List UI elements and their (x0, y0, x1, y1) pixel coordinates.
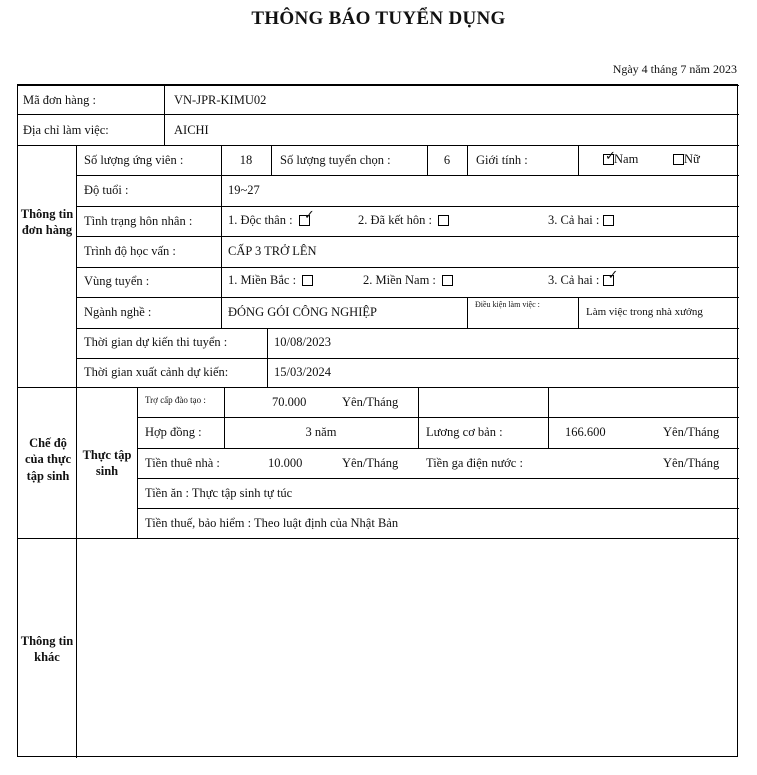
workplace-value: AICHI (174, 123, 209, 137)
condition-label: Điều kiện làm việc : (475, 300, 540, 309)
gender-male[interactable] (603, 153, 638, 166)
gender-female[interactable] (673, 153, 700, 166)
trainee-section: Chế độ của thực tập sinh (24, 436, 72, 483)
utilities-unit: Yên/Tháng (663, 456, 720, 470)
gender-male-checkbox[interactable] (603, 154, 614, 165)
salary-label: Lương cơ bản : (426, 425, 503, 439)
recruitment-form (17, 84, 738, 757)
order-code-label: Mã đơn hàng : (23, 93, 96, 107)
rent-unit: Yên/Tháng (342, 456, 399, 470)
workplace-label: Địa chỉ làm việc: (23, 123, 109, 137)
marital-label: Tình trạng hôn nhân : (84, 214, 193, 228)
region-option-both[interactable] (548, 274, 614, 287)
exam-label: Thời gian dự kiến thi tuyển : (84, 335, 228, 349)
other-info-section: Thông tin khác (20, 634, 74, 665)
region-both-checkbox[interactable] (603, 275, 614, 286)
marital-married-checkbox[interactable] (438, 215, 449, 226)
rent-label: Tiền thuê nhà : (145, 456, 220, 470)
region-option-north[interactable] (228, 274, 313, 287)
education-label: Trình độ học vấn : (84, 244, 176, 258)
order-info-section: Thông tin đơn hàng (20, 207, 74, 238)
gender-male-label: Nam (614, 152, 639, 166)
other-info-content[interactable] (77, 539, 738, 757)
region-option-south[interactable] (363, 274, 453, 287)
marital-option-both-label: 3. Cả hai : (548, 213, 600, 227)
exam-date: 10/08/2023 (274, 335, 331, 349)
rent-value: 10.000 (268, 456, 303, 470)
region-option-north-label: 1. Miền Bắc : (228, 273, 297, 287)
region-north-checkbox[interactable] (302, 275, 313, 286)
candidates-value: 18 (239, 153, 253, 167)
condition-value: Làm việc trong nhà xưởng (586, 306, 703, 318)
salary-value: 166.600 (565, 425, 606, 439)
departure-label: Thời gian xuất cảnh dự kiến: (84, 365, 229, 379)
order-code-value: VN-JPR-KIMU02 (174, 93, 267, 107)
allowance-label: Trợ cấp đào tạo : (145, 395, 206, 405)
industry-label: Ngành nghề : (84, 305, 152, 319)
trainee-subsection: Thực tập sinh (82, 448, 132, 479)
gender-female-label: Nữ (684, 152, 700, 166)
marital-option-married[interactable] (358, 214, 449, 227)
marital-option-single[interactable] (228, 214, 310, 227)
gender-label: Giới tính : (476, 153, 528, 167)
issue-date: Ngày 4 tháng 7 năm 2023 (612, 62, 737, 76)
marital-option-single-label: 1. Độc thân : (228, 213, 293, 227)
age-label: Độ tuổi : (84, 183, 129, 197)
marital-single-checkbox[interactable] (299, 215, 310, 226)
salary-unit: Yên/Tháng (663, 425, 720, 439)
selected-value: 6 (443, 153, 451, 167)
industry-value: ĐÓNG GÓI CÔNG NGHIỆP (228, 305, 377, 319)
allowance-unit: Yên/Tháng (342, 395, 399, 409)
age-value: 19~27 (228, 183, 260, 197)
departure-date: 15/03/2024 (274, 365, 331, 379)
region-option-south-label: 2. Miền Nam : (363, 273, 436, 287)
education-value: CẤP 3 TRỞ LÊN (228, 244, 317, 258)
region-option-both-label: 3. Cả hai : (548, 273, 600, 287)
gender-female-checkbox[interactable] (673, 154, 684, 165)
region-south-checkbox[interactable] (442, 275, 453, 286)
utilities-label: Tiền ga điện nước : (426, 456, 523, 470)
region-label: Vùng tuyển : (84, 274, 150, 288)
selected-label: Số lượng tuyển chọn : (280, 153, 391, 167)
meals-text: Tiền ăn : Thực tập sinh tự túc (145, 486, 293, 500)
contract-label: Hợp đồng : (145, 425, 202, 439)
tax-text: Tiền thuế, bảo hiểm : Theo luật định của Nhật Bản (145, 516, 399, 530)
allowance-value: 70.000 (272, 395, 307, 409)
contract-value: 3 năm (305, 425, 337, 439)
marital-option-married-label: 2. Đã kết hôn : (358, 213, 432, 227)
marital-both-checkbox[interactable] (603, 215, 614, 226)
page-title: THÔNG BÁO TUYỂN DỤNG (251, 8, 506, 29)
candidates-label: Số lượng ứng viên : (84, 153, 184, 167)
marital-option-both[interactable] (548, 214, 614, 227)
